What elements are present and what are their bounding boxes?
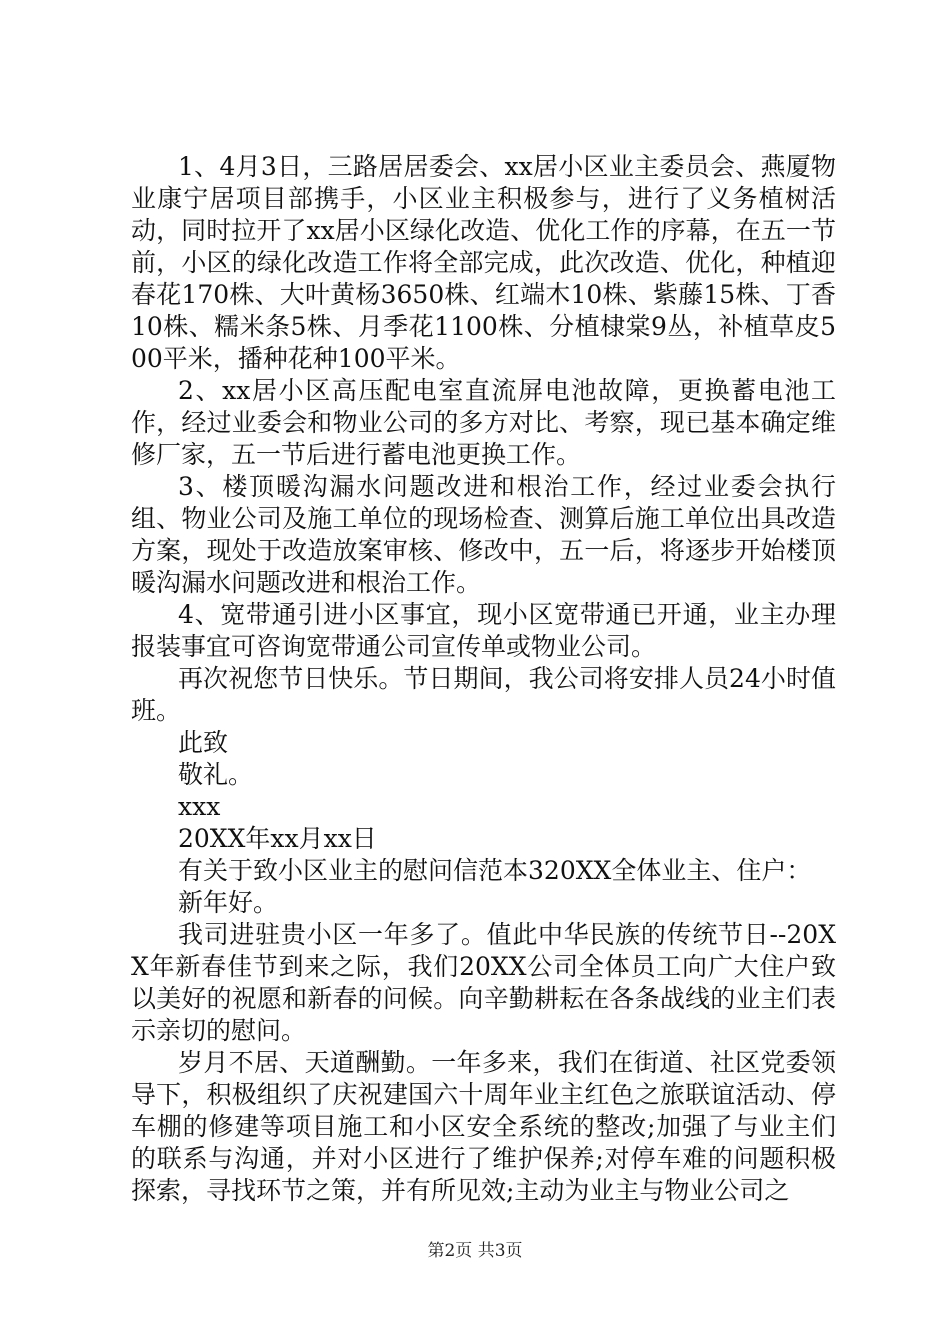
paragraph-battery: 2、xx居小区高压配电室直流屏电池故障，更换蓄电池工作，经过业委会和物业公司的多方对比、考察，现已基本确定维修厂家，五一节后进行蓄电池更换工作。 [131, 376, 836, 469]
paragraph-holiday-wishes: 再次祝您节日快乐。节日期间，我公司将安排人员24小时值班。 [131, 664, 836, 725]
paragraph-broadband: 4、宽带通引进小区事宜，现小区宽带通已开通，业主办理报装事宜可咨询宽带通公司宣传单或物业公司。 [131, 600, 836, 661]
paragraph-year-review: 岁月不居、天道酬勤。一年多来，我们在街道、社区党委领导下，积极组织了庆祝建国六十周年业主红色之旅联谊活动、停车棚的修建等项目施工和小区安全系统的整改;加强了与业主们的联系与沟通，并对小区进行了维护保养;对停车难的问题积极探索，寻找环节之策，并有所见效;主动为业主与物业公司之 [131, 1048, 836, 1205]
paragraph-new-year-intro: 我司进驻贵小区一年多了。值此中华民族的传统节日--20XX年新春佳节到来之际，我们20XX公司全体员工向广大住户致以美好的祝愿和新春的问候。向辛勤耕耘在各条战线的业主们表示亲切的慰问。 [131, 920, 836, 1045]
page-number-footer: 第2页 共3页 [427, 1241, 523, 1261]
closing-line-1: 此致 [178, 728, 229, 757]
greeting-line: 新年好。 [178, 888, 279, 917]
signature: xxx [178, 792, 221, 821]
paragraph-roof-leak: 3、楼顶暖沟漏水问题改进和根治工作，经过业委会执行组、物业公司及施工单位的现场检查、测算后施工单位出具改造方案，现处于改造放案审核、修改中，五一后，将逐步开始楼顶暖沟漏水问题改进和根治工作。 [131, 472, 836, 597]
document-body [131, 151, 836, 1207]
date-line: 20XX年xx月xx日 [178, 824, 377, 853]
closing-line-2: 敬礼。 [178, 760, 254, 789]
paragraph-greening: 1、4月3日，三路居居委会、xx居小区业主委员会、燕厦物业康宁居项目部携手，小区业主积极参与，进行了义务植树活动，同时拉开了xx居小区绿化改造、优化工作的序幕，在五一节前，小区的绿化改造工作将全部完成，此次改造、优化，种植迎春花170株、大叶黄杨3650株、红端木10株、紫藤15株、丁香10株、糯米条5株、月季花1100株、分植棣棠9丛，补植草皮500平米，播种花种100平米。 [131, 152, 836, 373]
second-letter-title: 有关于致小区业主的慰问信范本320XX全体业主、住户： [178, 856, 812, 885]
